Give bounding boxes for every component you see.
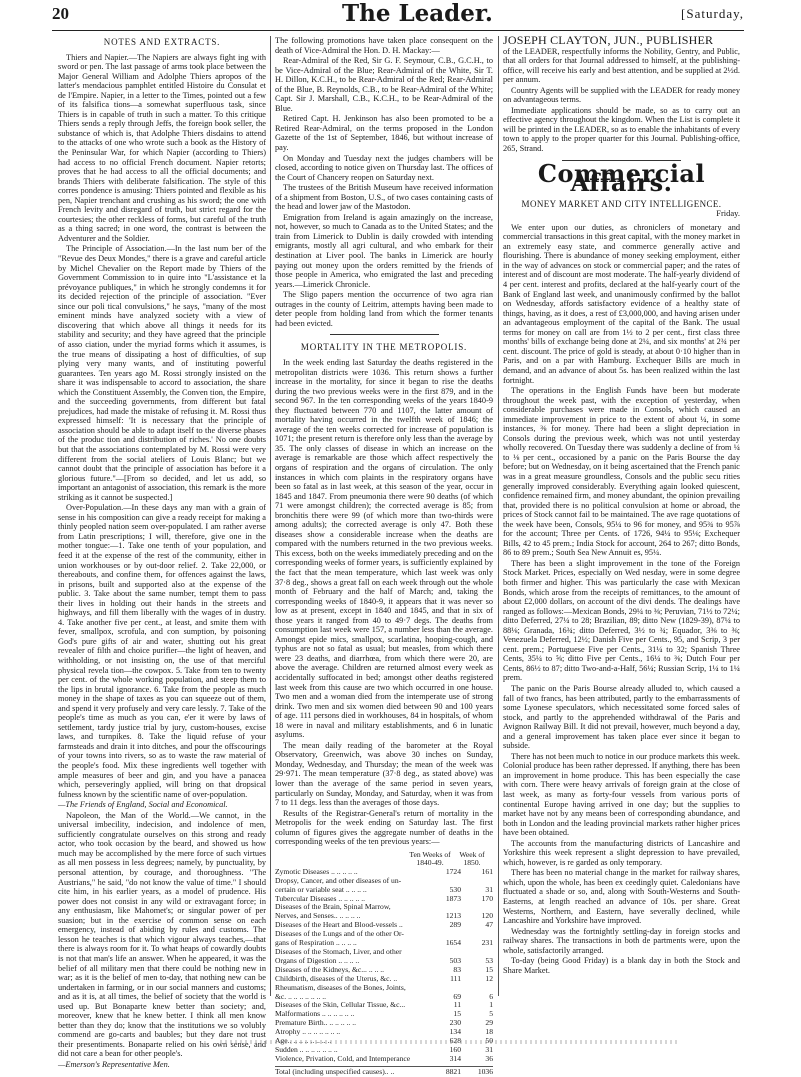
week-value: 31 bbox=[485, 1044, 493, 1054]
total-label: Total (including unspecified causes).. .. bbox=[275, 1066, 395, 1076]
ten-weeks-value: 11 bbox=[453, 1000, 461, 1010]
week-value: 161 bbox=[481, 866, 493, 876]
header-rule bbox=[52, 30, 744, 31]
week-value: 36 bbox=[485, 1053, 493, 1063]
cause-label: Sudden .. .. .. .. .. .. .. bbox=[275, 1044, 338, 1054]
sligo-paragraph: The Sligo papers mention the occurrence of two agra rian outrages in the county of Leitrim, attempts having been made to deter people from holding land from which the former tenants had been evicted. bbox=[275, 290, 493, 328]
cause-label: Age.. .. .. .. .. .. .. .. bbox=[275, 1036, 332, 1046]
cause-label: Diseases of the Skin, Cellular Tissue, &c... bbox=[275, 1000, 406, 1010]
cause-label: Diseases of the Heart and Blood-vessels .. bbox=[275, 920, 403, 930]
cause-label: Diseases of the Stomach, Liver, and other bbox=[275, 947, 402, 956]
cause-label: Diseases of the Brain, Spinal Marrow, bbox=[275, 902, 391, 912]
mortality-row bbox=[275, 1055, 493, 1064]
advert-applications: Immediate applications should be made, so as to carry out an effective agency throughout the kingdom. When the List is complete it will be printed in the LEADER, so as to enable the inhabitants of every town to apply to the proper quarter for this Journal. Publishing-office, 265, Strand. bbox=[503, 105, 740, 154]
cause-label: Rheumatism, diseases of the Bones, Joints, bbox=[275, 982, 406, 992]
railway-paragraph: There has been no material change in the market for railway shares, which, upon the whole, has been ex ceedingly quiet. Caledonians have fluctuated a shade or so, and, along with South-Westerns and South-Easterns, at length reached an advance of 10s. per share. Great Westerns, Northern, and Eastern, have severally declined, while Lancashire and Yorkshire have improved. bbox=[503, 868, 740, 926]
promotions-intro: The following promotions have taken place consequent on the death of Vice-Admiral the Hon. D. H. Mackay:— bbox=[275, 36, 493, 55]
page-header bbox=[52, 2, 744, 28]
section-title-mortality: MORTALITY IN THE METROPOLIS. bbox=[300, 342, 468, 353]
attribution-emerson: —Emerson's Representative Men. bbox=[58, 1059, 170, 1069]
commercial-affairs-heading: Commercial Affairs. bbox=[537, 158, 706, 198]
total-ten-weeks: 8821 bbox=[445, 1066, 461, 1076]
advert-agents: Country Agents will be supplied with the LEADER for ready money on advantageous terms. bbox=[503, 85, 740, 105]
funds-paragraph: The operations in the English Funds have been but moderate throughout the week past, with the exception of yesterday, when considerable purchases were made in Consols, which caused an immediate improvement in price to the extent of about ¼, in some instances, ⅜ for money. There had been a slight depreciation in Consols during the previous week, which was not until yesterday wholly recovered. On Tuesday there was suddenly a decline of from ¼ to ⅛ per cent., occasioned by a panic on the Paris Bourse the day before; but on Wednesday, on it being ascertained that the French panic was in a great measure groundless, Consols and the public secu rities generally improved considerably. Everything again looked quiescent, confidence remained firm, and money abundant, the opinion prevailing that, provided there is no political convulsion at home or abroad, the prices of Stock cannot fail to be maintained. The ave rage quotations of the week have been, Consols, 95¼ to 96 for money, and 95¾ to 95⅞ for the account; Three per Cents. of 1726, 94¼ to 95⅛; Exchequer Bills, 42 to 45 prem.; India Stock for account, 264 to 267; ditto Bonds, 86 to 89 prem.; South Sea New Annuit es, 95¼. bbox=[503, 386, 740, 558]
advert-body: of the LEADER, respectfully informs the Nobility, Gentry, and Public, that all orders for that Journal addressed to himself, at the publishing-office, will receive his early and best attention, and be supplied at 2½d. per annum. bbox=[503, 46, 740, 85]
column-commercial bbox=[503, 33, 740, 1036]
publisher-advert bbox=[503, 33, 740, 154]
cause-label: Violence, Privation, Cold, and Intemperance bbox=[275, 1053, 411, 1063]
masthead-title: The Leader. bbox=[342, 0, 493, 27]
cause-label: Nerves, and Senses.. .. .. .. .. bbox=[275, 911, 361, 921]
cause-label: Tubercular Diseases .. .. .. .. .. bbox=[275, 893, 365, 903]
paris-panic-paragraph: The panic on the Paris Bourse already alluded to, which caused a fall of two francs, has been attributed, partly to the embarrassments of some Lyonese speculators, which necessitated some forced sales of stock, and partly to the apprehended withdrawal of the Paris and Avignon Railway Bill. It did not prevail, however, much beyond a day, and a general improvement has taken place ever since it began to subside. bbox=[503, 684, 740, 751]
cause-label: Dropsy, Cancer, and other diseases of un- bbox=[275, 875, 402, 885]
ten-weeks-value: 1873 bbox=[445, 893, 461, 903]
ten-weeks-value: 1213 bbox=[445, 911, 461, 921]
ten-weeks-value: 83 bbox=[453, 964, 461, 974]
week-value: 231 bbox=[481, 938, 493, 948]
money-market-heading: MONEY MARKET AND CITY INTELLIGENCE. bbox=[521, 198, 722, 209]
page-number: 20 bbox=[52, 4, 69, 23]
ten-weeks-value: 289 bbox=[449, 920, 461, 930]
col-header-week: Week of 1850. bbox=[459, 849, 485, 868]
promotions-list: Rear-Admiral of the Red, Sir G. F. Seymour, C.B., G.C.H., to be Vice-Admiral of the Blue; Rear-Admiral of the White, Sir T. H. Dillon, K.C.H., to be Rear-Admiral of the Red; Rear-Admiral of the Blue, B. Reynolds, C.B., to be Rear-Admiral of the White; Capt. Sir J. Marshall, C.B., K.C.H., to be Rear-Admiral of the Blue. bbox=[275, 56, 493, 113]
mortality-table-header bbox=[275, 851, 493, 868]
week-value: 53 bbox=[485, 955, 493, 965]
column-divider bbox=[270, 36, 271, 996]
scan-artifact bbox=[220, 1040, 680, 1044]
cause-label: Childbirth, diseases of the Uterus, &c. .. bbox=[275, 973, 398, 983]
week-value: 50 bbox=[485, 1036, 493, 1046]
week-value: 6 bbox=[489, 991, 493, 1001]
manufacturing-paragraph: The accounts from the manufacturing districts of Lancashire and Yorkshire this week represent a slight depression to have prevailed, which, however, is re garded as only temporary. bbox=[503, 838, 740, 867]
ten-weeks-value: 69 bbox=[453, 991, 461, 1001]
week-value: 5 bbox=[489, 1009, 493, 1019]
ten-weeks-value: 1654 bbox=[445, 938, 461, 948]
foreign-stock-paragraph: There has been a slight improvement in the tone of the Foreign Stock Market. Prices, especially on Wed nesday, were in some degree both firmer and higher. This was particularly the case with Mexican Bonds, which arose from the receipts of remittances, to the amount of about £2,000 dollars, on account of the divi dends. The dealings have ranged as follows:—Mexican Bonds, 29¼ to ⅜; Peruvian, 71½ to 72¼; ditto Deferred, 27¼ to 28; Brazilian, 89; ditto New (1829-39), 87¼ to 88⅛; Granada, 16¾; ditto Deferred, 3½ to ¾; Equador, 3⅜ to ⅜; Venezuela Deferred, 12½; Danish Five per Cents., 95, and Scrip, 3 per cent. prem.; Portuguese Five per Cents., 31¼ to 32; Spanish Three Cents, 35¼ to ⅝; ditto Five per Cents., 16¼ to ⅜; Dutch Four per Cents, 86½ to 87; ditto Two-and-a-Half, 56¼; Russian Scrip, 1¼ to 1¼ prem. bbox=[503, 558, 740, 683]
mortality-table-rows bbox=[275, 868, 493, 1064]
article-principle-association: The Principle of Association.—In the last num ber of the "Revue des Deux Mondes," there is a grave and careful article by Michel Chevalier on the Report made by Thiers of the Government Commission to in quire into "L'assistance et la prévoyance publiques," in which he strongly condemns it for its decided rejection of the principle of association. "Ever since our poli tical convulsions," he says, "many of the most eminent minds have analyzed society with a view of discovering that which above all things it needs for its stability and security; and they have agreed that the principle of asso ciation, under the myriad forms which it assumes, is the true means of dissipating a host of difficulties, of sup plying very many wants, and of instituting powerful guarantees. Ten years ago M. Rossi strongly insisted on the share it was indispensable to accord to association, the share which the Constituent Assembly, the Conven tion, the Empire, and the succeeding governments, from different but fatal prejudices, had made the mistake of refusing it. M. Rossi thus expressed himself: 'It is necessary that the principle of association should be able to adapt itself to the diverse phases of the produc tion and distribution of riches.' No one doubts but that the associations contemplated by M. Rossi were very different from the social ateliers of Louis Blanc; but we cannot doubt that the principle of association has before it a glorious future."—[From so decided, and let us add, so important an antagonist of association, this remark is the more striking as it cannot be suspected.] bbox=[58, 244, 266, 502]
week-value: 170 bbox=[481, 893, 493, 903]
settling-day-paragraph: Wednesday was the fortnightly settling-day in foreign stocks and railway shares. The transactions in both de partments were, upon the whole, satisfactorily arranged. bbox=[503, 926, 740, 955]
header-date: [Saturday, bbox=[681, 6, 744, 21]
week-value: 47 bbox=[485, 920, 493, 930]
cause-label: gans of Respiration .. .. .. .. bbox=[275, 938, 357, 948]
section-divider bbox=[330, 334, 439, 335]
article-napoleon: Napoleon, the Man of the World.—We cannot, in the universal imbecility, indecision, and indolence of men, sufficiently congratulate ourselves on this strong and ready actor, who took occasion by the beard, and showed us how much may be accomplished by the mere force of such virtues as all men possess in less degrees; namely, by punctuality, by personal attention, by courage, and thoroughness. "The Austrians," he said, "do not know the value of time." I should cite him, in his earlier years, as a model of prudence. His power does not consist in any wild or extravagant force; in any enthusiasm, like Mahomet's; or singular power of per suasion; but in the exercise of common sense on each emergency, instead of abiding by rules and customs. The lesson he teaches is that which vigour always teaches,—that there is always room for it. To what heaps of cowardly doubts is not that man's life an answer. When he appeared, it was the belief of all military men that there could be nothing new in war; as it is the belief of men to-day, that nothing new can be undertaken in farming, or in our social manners and customs; and as it is, at all times, the belief of society that the world is used up. But Bonaparte knew better than society; and, moreover, knew that he knew better. I think all men know better than they do; know that the institutions we so volubly commend are go-carts and baubles; but they dare not trust their presentiments. Bonaparte relied on his own sense, and did not care a bean for other people's. bbox=[58, 810, 266, 1059]
dateline-friday: Friday. bbox=[716, 208, 740, 219]
week-value: 120 bbox=[481, 911, 493, 921]
week-value: 15 bbox=[485, 964, 493, 974]
cause-label: Atrophy .. .. .. .. .. .. .. bbox=[275, 1027, 341, 1037]
cause-label: Zymotic Diseases .. .. .. .. .. bbox=[275, 866, 358, 876]
week-value: 29 bbox=[485, 1018, 493, 1028]
cause-label: Malformations .. .. .. .. .. .. bbox=[275, 1009, 355, 1019]
good-friday-paragraph: To-day (being Good Friday) is a blank day in both the Stock and Share Market. bbox=[503, 956, 740, 975]
advert-heading: JOSEPH CLAYTON, JUN., PUBLISHER bbox=[503, 33, 714, 47]
jenkinson-paragraph: Retired Capt. H. Jenkinson has also been promoted to be a Retired Rear-Admiral, on the terms proposed in the London Gazette of the 1st of September, 1846, but without increase of pay. bbox=[275, 114, 493, 153]
ten-weeks-value: 1724 bbox=[445, 866, 461, 876]
produce-paragraph: There has not been much to notice in our produce markets this week. Colonial produce has been rather depressed. If anything, there has been an improvement in home produce. This has been especially the case with corn. There were heavy arrivals of foreign grain at the close of last week, as many as forty-four vessels from various ports of continental Europe having arrived in one day; but the supplies to market have not by any means been of corresponding abundance, and both in London and the leading provincial markets rather higher prices have been obtained. bbox=[503, 751, 740, 838]
week-value bbox=[461, 984, 493, 993]
total-week: 1036 bbox=[477, 1066, 493, 1076]
week-value: 1 bbox=[489, 1000, 493, 1010]
cause-label: Diseases of the Lungs and of the other Or- bbox=[275, 929, 404, 939]
section-title-notes: NOTES AND EXTRACTS. bbox=[103, 37, 221, 47]
mortality-total-row bbox=[275, 1066, 493, 1077]
col-header-ten-weeks: Ten Weeks of 1840-49. bbox=[409, 849, 451, 868]
week-value: 31 bbox=[485, 884, 493, 894]
column-notes-extracts bbox=[58, 36, 266, 1069]
cause-label: certain or variable seat .. .. .. .. bbox=[275, 884, 367, 894]
ten-weeks-value: 314 bbox=[449, 1053, 461, 1063]
cause-label: Diseases of the Kidneys, &c... .. .. .. bbox=[275, 964, 385, 974]
cause-label: Organs of Digestion .. .. .. .. bbox=[275, 955, 360, 965]
ten-weeks-value: 111 bbox=[450, 973, 461, 983]
ten-weeks-value: 230 bbox=[449, 1018, 461, 1028]
cause-label: Premature Birth.. .. .. .. .. .. bbox=[275, 1018, 356, 1028]
results-paragraph: Results of the Registrar-General's return of mortality in the Metropolis for the week ending on Saturday last. The first column of figures gives the aggregate number of deaths in the corresponding weeks of the ten previous years:— bbox=[275, 808, 493, 847]
week-value: 12 bbox=[485, 973, 493, 983]
article-over-population: Over-Population.—In these days any man with a grain of sense in his composition can give a ready receipt for making a thinly peopled nation seem over-populated. I am rather averse from Latin prescriptions; I will, therefore, give one in the mother tongue:—1. Take one tenth of your population, and feed it at the expense of the rest of the community, either in union workhouses or by out-door relief. 2. Take 22,000, or thereabouts, and confine them, for offences against the laws, in prisons, built and supported also at the expense of the public. 3. Take about the same number, tempt them to pass their lives in holding out their hands in the streets and highways, and fill them liberally with the wages of in dustry. 4. Take another five per cent., at least, and smite them with fever, smallpox, scrofula, and con sumption, by poisoning God's pure gifts of air and water, shutting out his great revealer of filth and choice purifier—the light of heaven, and withholding, or not insisting on, the use of that merciful physical revela tion—the cowpox. 5. Take from ten to twenty per cent. of the whole working population, and steep them to the lips in brutal ignorance. 6. Take from the people as much money in the shape of taxes as you can squeeze out of them, and spend it very profusely and very care lessly. 7. Take of the people's time as much as you can, e'er it were by laws of settlement, tardy justice trial by jury, custom-houses, excise laws, and turnpikes. 8. Take the liquid refuse of your farmsteads and drain it into ditches, and pour the offscourings of your towns into rivers, so as to waste the raw material of the people's food. Mix these ingredients well together with ample measures of beer and gin, and you have a panacea which, perseveringly applied, will bring on that dropsical fulness known by the scientific name of over-population. bbox=[58, 503, 266, 799]
column-divider bbox=[498, 36, 499, 996]
judges-chambers-paragraph: On Monday and Tuesday next the judges chambers will be closed, according to notice given on Thursday last. The offices of the Court of Chancery reopen on Saturday next. bbox=[275, 153, 493, 182]
british-museum-paragraph: The trustees of the British Museum have received information of a shipment from Boston, U.S., of two cases containing casts of the head and lower jaw of the Mastodon. bbox=[275, 183, 493, 212]
ten-weeks-value: 503 bbox=[449, 955, 461, 965]
ten-weeks-value: 530 bbox=[449, 884, 461, 894]
attribution-friends-england: —The Friends of England, Social and Economical. bbox=[58, 800, 228, 810]
ten-weeks-value: 628 bbox=[449, 1036, 461, 1046]
article-thiers-napier: Thiers and Napier.—The Napiers are always fight ing with sword or pen. The last passage of arms took place between the Major General William and Adolphe Thiers apropos of the latter's mendacious pamphlet entitled Histoire du Consulat et de l'Empire. Napier, in a letter to the Times, pointed out a few of its falsifica tions—a somewhat superfluous task, since Thiers is in capable of truth in such a matter. To this critique Thiers sends a reply through Jeffs, the foreign book seller, the substance of which is, that Adolphe Thiers disdains to attend to the attacks of one who wrote such a book as the History of the Peninsular War, for which Napier (according to Thiers) had access to no official French document. Napier retorts; proves that he had access to all the official documents; and brands Thiers with deliberate falsification. The style of this corres pondence is amusing: Thiers pointed and flexible as his pen, Napier trenchant and crushing as his sword; the one with French levity and disregard of truth, but strict regard for the courtesies; the other reckless of forms, but careful of the truth as a thing sacred; in one word, the contrast is between the Adventurer and the Soldier. bbox=[58, 52, 266, 243]
ten-weeks-value: 15 bbox=[453, 1009, 461, 1019]
emigration-paragraph: Emigration from Ireland is again amazingly on the increase, not, however, so much to Canada as to the United States; and the train from Limerick to Dublin is daily crowded with intending emigrants, mostly all agri cultural, and who embark for their destination at Liver pool. The banks in Limerick are hourly paying out money upon the orders remitted by the friends of those people in America, who emigrated the last and preceding years.—Limerick Chronicle. bbox=[275, 212, 493, 289]
column-news-mortality bbox=[275, 36, 493, 1076]
barometer-paragraph: The mean daily reading of the barometer at the Royal Observatory, Greenwich, was above 30 inches on Sunday, Monday, Wednesday, and Thursday; the mean of the week was 29·971. The mean temperature (37·8 deg., as stated above) was lower than the average of the same period in seven years, particularly on Sunday, Monday, and Saturday, when it was from 7 to 11 degs. less than the averages of those days. bbox=[275, 740, 493, 808]
ten-weeks-value: 160 bbox=[449, 1044, 461, 1054]
cause-label: &c. .. .. .. .. .. .. .. bbox=[275, 991, 327, 1001]
money-paragraph: We enter upon our duties, as chroniclers of monetary and commercial transactions in this great capital, with the money market in an extremely easy state, and commerce generally active and flourishing. There is abundance of money seeking employment, either in the way of advances on stock or commercial paper; and the rates of interest and of discount are most moderate. The half-yearly dividend of 4 per cent. interest and profits, declared at the half-yearly court of the Bank of England last week, and unanimously confirmed by the ballot on Wednesday, affords satisfactory evidence of a healthy state of things, having, as it does, a rest of £3,000,000, and having arisen under an advantageous employment of the capital of the Bank. The usual terms for money on call are from 1½ to 2 per cent., first class three months' bills of exchange being done at 2¼, and six months' at 2¾ per cent. discount. The price of gold is steady, at about 0·10 higher than in Paris, and on a par with Hamburg. Exchequer Bills are much in demand, and an advance of about 5s. has been realized within the last fortnight. bbox=[503, 222, 740, 385]
ten-weeks-value: 134 bbox=[449, 1027, 461, 1037]
mortality-paragraph: In the week ending last Saturday the deaths registered in the metropolitan districts were 1036. This return shows a further increase in the mortality, for since it began to rise the deaths during the two previous weeks were in the first 879, and in the second 967. In the ten corresponding weeks of the years 1840-9 they fluctuated between 770 and 1107, the latter amount of mortality having occurred in the twelfth week of 1846; the average of the ten weeks corrected for increase of population is 1071; the present return is therefore only less than the average by 35. The only classes of disease in which an increase on the average is remarkable are those which affect respectively the organs of respiration and the organs of circulation. The only instances in which com plaints in the respiratory organs have been so fatal as in last week, at this season of the year, occur in 1845 and 1847. From pneumonia there were 90 deaths (of which 71 were amongst children); the corrected average is 85; from bronchitis there were 99 (of which more than two-thirds were among adults); the corrected average is only 47. Both these diseases show a considerable increase when the deaths are compared with the numbers returned in the two previous weeks. This excess, both on the weeks immediately preceding and on the corresponding weeks of former years, is sufficiently explained by the fact that the mean temperature, which last week was only 37·8 deg., shows a great fall on each week through out the whole month of February and the half of March; and, taking the corresponding weeks of 1840-9, it appears that it was never so low as at present, except in 1840 and 1845, and that in six of those years it ranged from 40 to 49·7 degs. The deaths from consumption last week were 157, a number less than the average. Amongst epide mics, smallpox, scarlatina, hooping-cough, and typhus are not so fatal as usual; but measles, from which there were 23 deaths, and diarrhœa, from which there were 20, are above the average. Children are returned almost every week as accidentally suffocated in bed; amongst other deaths registered last week from this cause are two which occurred in one house. Two men and a woman died from the intemperate use of strong drink. Two men and six women died between 90 and 100 years of age. 111 persons died in workhouses, 84 in hospitals, of whom 18 were in naval and military establishments, and 6 in lunatic asylums. bbox=[275, 357, 493, 740]
week-value: 18 bbox=[485, 1027, 493, 1037]
